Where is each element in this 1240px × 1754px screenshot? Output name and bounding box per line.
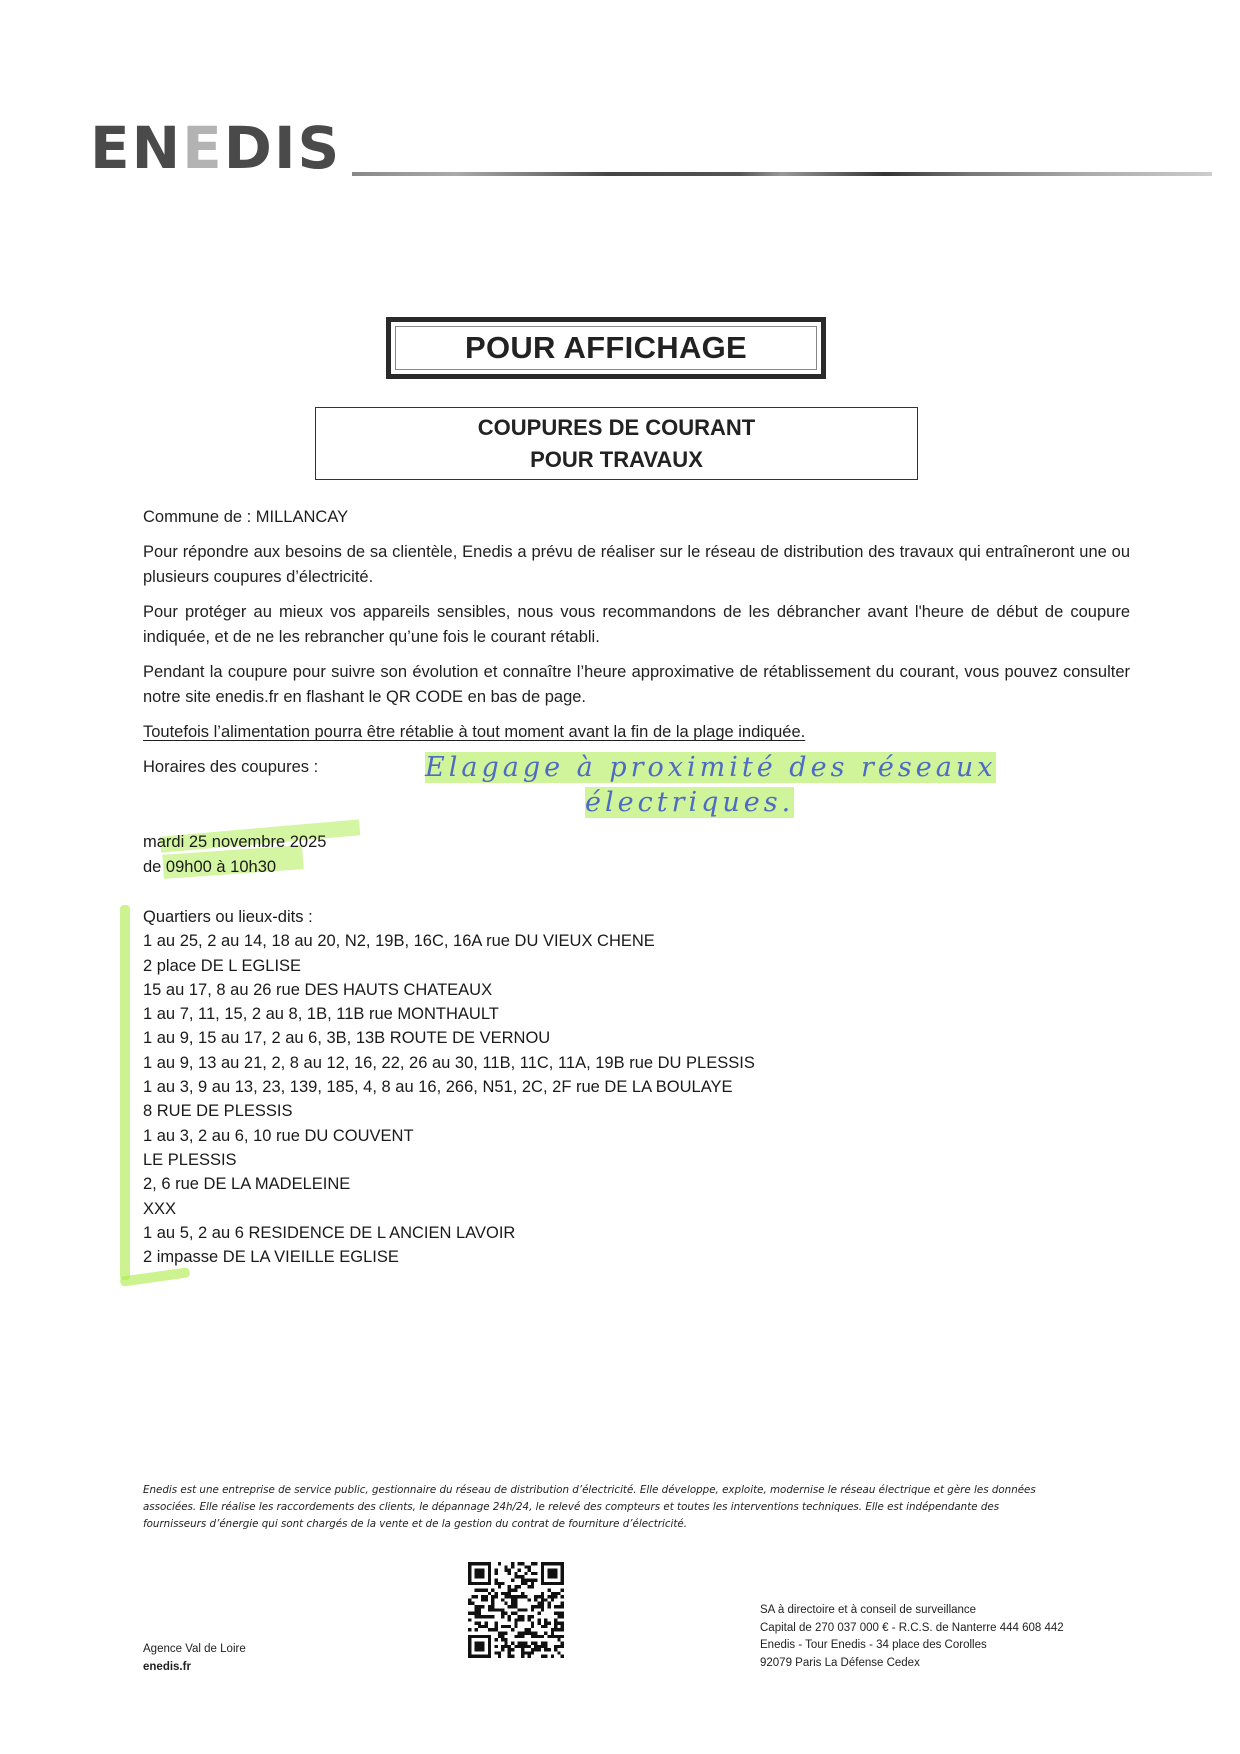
footer-legal-line3: fournisseurs d’énergie qui sont chargés de la vente et de la gestion du contrat de fourniture d’électricité. (143, 1518, 688, 1530)
location-item: 1 au 3, 9 au 13, 23, 139, 185, 4, 8 au 16, 266, N51, 2C, 2F rue DE LA BOULAYE (143, 1078, 733, 1097)
schedule-date: mardi 25 novembre 2025 (143, 833, 327, 851)
horaires-label: Horaires des coupures : (143, 758, 319, 776)
title-box-coupures (315, 407, 918, 480)
location-item: 1 au 3, 2 au 6, 10 rue DU COUVENT (143, 1126, 414, 1145)
location-item: 1 au 5, 2 au 6 RESIDENCE DE L ANCIEN LAVOIR (143, 1223, 516, 1242)
location-item: XXX (143, 1199, 177, 1218)
commune-label: Commune de : MILLANCAY (143, 508, 349, 526)
location-item: LE PLESSIS (143, 1150, 237, 1169)
highlight-bracket (120, 905, 130, 1280)
paragraph-2: Pour protéger au mieux vos appareils sensibles, nous vous recommandons de les débrancher avant l'heure de début de coupure indiquée, et de ne les rebrancher qu’une fois le courant rétabli. (143, 603, 1130, 646)
schedule-block (143, 830, 326, 880)
schedule-time: de 09h00 à 10h30 (143, 858, 277, 876)
qr-code-icon[interactable] (468, 1562, 564, 1658)
paragraph-3: Pendant la coupure pour suivre son évolution et connaître l’heure approximative de rétablissement du courant, vous pouvez consulter notre site enedis.fr en flashant le QR CODE en bas de page. (143, 663, 1130, 706)
location-item: 1 au 7, 11, 15, 2 au 8, 1B, 11B rue MONTHAULT (143, 1005, 499, 1024)
highlight-bracket-foot (120, 1267, 191, 1287)
title-coupures-line2: POUR TRAVAUX (530, 446, 703, 472)
location-item: 1 au 9, 15 au 17, 2 au 6, 3B, 13B ROUTE DE VERNOU (143, 1029, 551, 1048)
footer-legal-text (143, 1482, 1103, 1533)
location-item: 2, 6 rue DE LA MADELEINE (143, 1175, 351, 1194)
footer-legal-line1: Enedis est une entreprise de service public, gestionnaire du réseau de distribution d’électricité. Elle développe, exploite, modernise le réseau électrique et gère les données (143, 1484, 1036, 1496)
enedis-logo (90, 114, 342, 182)
logo-part-2: E (182, 114, 224, 182)
location-item: 2 impasse DE LA VIEILLE EGLISE (143, 1248, 399, 1267)
title-affichage: POUR AFFICHAGE (464, 330, 748, 365)
location-item: 1 au 9, 13 au 21, 2, 8 au 12, 16, 22, 26 au 30, 11B, 11C, 11A, 19B rue DU PLESSIS (143, 1053, 755, 1072)
locations-list (143, 905, 755, 1269)
company-line3: Enedis - Tour Enedis - 34 place des Corolles (760, 1639, 987, 1651)
footer-legal-line2: associées. Elle réalise les raccordements des clients, le dépannage 24h/24, le relevé des compteurs et toutes les interventions techniques. Elle est indépendante des (143, 1501, 1000, 1513)
header-rule (352, 172, 1212, 176)
logo-part-3: DIS (223, 114, 342, 182)
handwritten-note-line2: électriques. (585, 787, 795, 818)
location-item: 2 place DE L EGLISE (143, 956, 302, 975)
company-line2: Capital de 270 037 000 € - R.C.S. de Nanterre 444 608 442 (760, 1621, 1064, 1634)
title-box-affichage (386, 317, 826, 379)
website-link[interactable]: enedis.fr (143, 1661, 191, 1673)
location-item: 15 au 17, 8 au 26 rue DES HAUTS CHATEAUX (143, 980, 493, 999)
paragraph-4-notice: Toutefois l’alimentation pourra être rétablie à tout moment avant la fin de la plage indiquée. (143, 723, 806, 741)
location-item: 1 au 25, 2 au 14, 18 au 20, N2, 19B, 16C, 16A rue DU VIEUX CHENE (143, 932, 655, 951)
logo-part-1: EN (90, 114, 183, 182)
company-line4: 92079 Paris La Défense Cedex (760, 1656, 920, 1669)
location-item: 8 RUE DE PLESSIS (143, 1102, 293, 1121)
locations-label: Quartiers ou lieux-dits : (143, 908, 313, 926)
company-line1: SA à directoire et à conseil de surveillance (760, 1604, 977, 1616)
title-coupures-line1: COUPURES DE COURANT (477, 414, 756, 440)
agency-name: Agence Val de Loire (143, 1643, 246, 1655)
paragraph-1: Pour répondre aux besoins de sa clientèle, Enedis a prévu de réaliser sur le réseau de distribution des travaux qui entraîneront une ou plusieurs coupures d’électricité. (143, 543, 1130, 586)
agency-block (143, 1640, 246, 1676)
company-info (760, 1602, 1064, 1672)
handwritten-note-line1: Elagage à proximité des réseaux (425, 752, 997, 783)
